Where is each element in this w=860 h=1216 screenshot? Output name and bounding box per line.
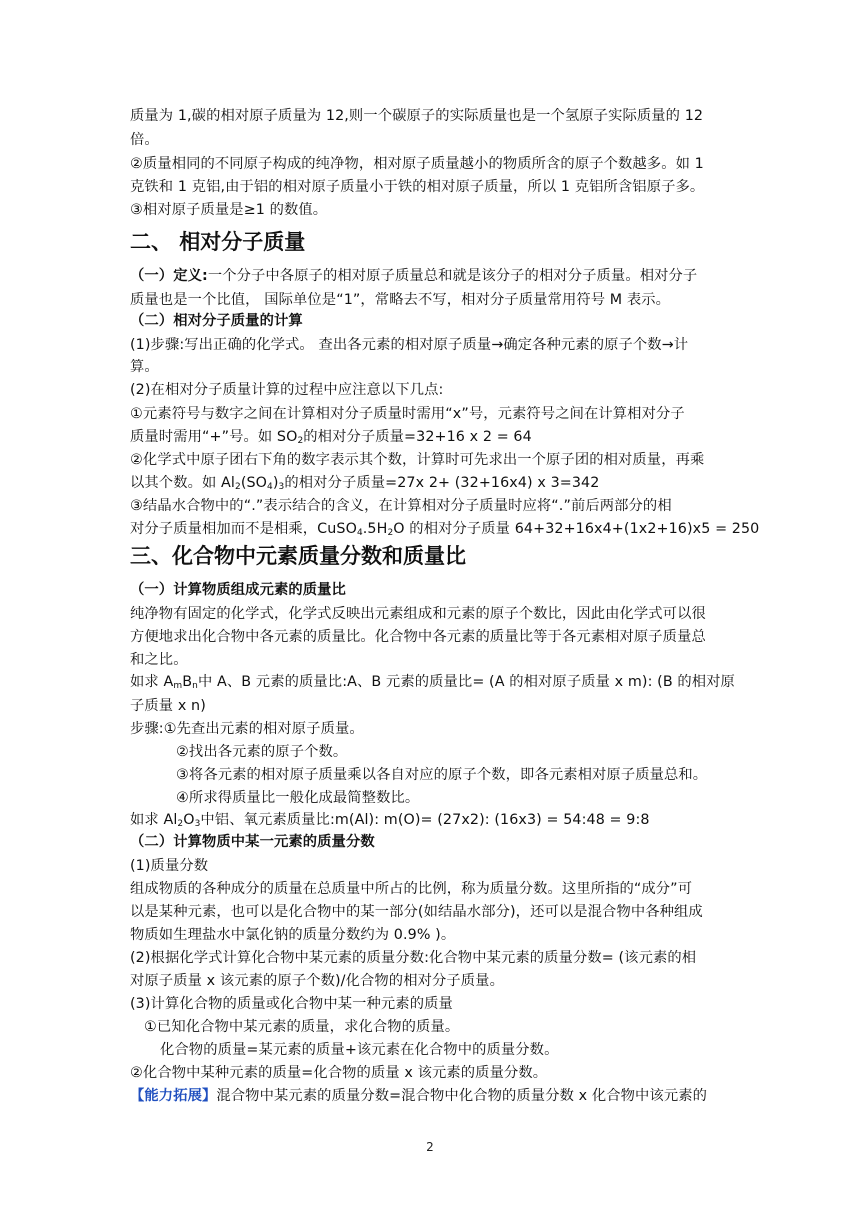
text-line: 纯净物有固定的化学式，化学式反映出元素组成和元素的原子个数比，因此由化学式可以很 xyxy=(130,606,706,622)
text-line: ②质量相同的不同原子构成的纯净物，相对原子质量越小的物质所含的原子个数越多。如 1 xyxy=(130,156,704,172)
text-line: ③结晶水合物中的“.”表示结合的含义，在计算相对分子质量时应将“.”前后两部分的相 xyxy=(130,498,672,514)
formula-line: 质量时需用“+”号。如 $SO_2$的相对分子质量=32+16 x 2 = 64 xyxy=(130,429,532,446)
section-heading-2: 二、 相对分子质量 xyxy=(130,230,306,254)
step-line: ②找出各元素的原子个数。 xyxy=(176,744,348,760)
section-heading-3: 三、化合物中元素质量分数和质量比 xyxy=(130,544,466,568)
ability-extension-label: 【能力拓展】 xyxy=(130,1088,217,1104)
text-line: ③相对原子质量是≥1 的数值。 xyxy=(130,202,328,218)
subsection-title: （一）计算物质组成元素的质量比 xyxy=(130,582,346,598)
subsection-title: （二）计算物质中某一元素的质量分数 xyxy=(130,834,375,850)
formula-line: 对分子质量相加而不是相乘，$CuSO_4.5H_2O$ 的相对分子质量 64+32+16x4+(1x2+16)x5 = 250 xyxy=(130,521,760,538)
text-line: ①已知化合物中某元素的质量，求化合物的质量。 xyxy=(144,1019,460,1035)
subsection-title: （二）相对分子质量的计算 xyxy=(130,313,303,329)
text-line: 质量为 1,碳的相对原子质量为 12,则一个碳原子的实际质量也是一个氢原子实际质量的 12 xyxy=(130,108,704,124)
page-number: 2 xyxy=(426,1140,434,1154)
text-line: 对原子质量 x 该元素的原子个数)/化合物的相对分子质量。 xyxy=(130,973,504,989)
text-line: 克铁和 1 克铝,由于铝的相对原子质量小于铁的相对原子质量，所以 1 克铝所含铝原子多。 xyxy=(130,179,705,195)
text-line: 组成物质的各种成分的质量在总质量中所占的比例，称为质量分数。这里所指的“成分”可 xyxy=(130,881,693,897)
text-line: 算。 xyxy=(130,359,159,375)
formula-line: 如求 $A_mB_n$中 A、B 元素的质量比:A、B 元素的质量比= (A 的相对原子质量 x m): (B 的相对原 xyxy=(130,674,735,691)
text-line: (2)根据化学式计算化合物中某元素的质量分数:化合物中某元素的质量分数= (该元素的相 xyxy=(130,950,697,966)
text-line: ②化合物中某种元素的质量=化合物的质量 x 该元素的质量分数。 xyxy=(130,1065,548,1081)
text-line: 和之比。 xyxy=(130,652,188,668)
text-line: ①元素符号与数字之间在计算相对分子质量时需用“x”号，元素符号之间在计算相对分子 xyxy=(130,406,685,422)
step-line: ④所求得质量比一般化成最简整数比。 xyxy=(176,790,420,806)
text-line xyxy=(130,1086,730,1106)
ability-extension-text: 混合物中某元素的质量分数=混合物中化合物的质量分数 x 化合物中该元素的 xyxy=(216,1088,708,1104)
formula-line: 以其个数。如 $Al_2(SO_4)_3$的相对分子质量=27x 2+ (32+16x4) x 3=342 xyxy=(130,475,600,492)
text-line: 倍。 xyxy=(130,132,159,148)
step-line: ③将各元素的相对原子质量乘以各自对应的原子个数，即各元素相对原子质量总和。 xyxy=(176,767,708,783)
text-line: (1)质量分数 xyxy=(130,858,209,874)
text-line: (3)计算化合物的质量或化合物中某一种元素的质量 xyxy=(130,996,453,1012)
text-line: 化合物的质量=某元素的质量+该元素在化合物中的质量分数。 xyxy=(160,1042,559,1058)
step-line: 步骤:①先查出元素的相对原子质量。 xyxy=(130,721,364,737)
text-line: (2)在相对分子质量计算的过程中应注意以下几点: xyxy=(130,382,444,398)
text-line: ②化学式中原子团右下角的数字表示其个数，计算时可先求出一个原子团的相对质量，再乘 xyxy=(130,452,705,468)
text-line: 方便地求出化合物中各元素的质量比。化合物中各元素的质量比等于各元素相对原子质量总 xyxy=(130,629,706,645)
text-line: 以是某种元素，也可以是化合物中的某一部分(如结晶水部分)，还可以是混合物中各种组成 xyxy=(130,904,703,920)
text-line: 质量也是一个比值， 国际单位是“1”，常略去不写，相对分子质量常用符号 M 表示。 xyxy=(130,292,671,308)
text-line: 物质如生理盐水中氯化钠的质量分数约为 0.9% )。 xyxy=(130,927,456,943)
definition-label: （一）定义: xyxy=(130,268,208,284)
formula-line: 如求 $Al_2O_3$中铝、氧元素质量比:m(Al): m(O)= (27x2): (16x3) = 54:48 = 9:8 xyxy=(130,812,650,829)
text-line: 子质量 x n) xyxy=(130,698,206,714)
definition-text: 一个分子中各原子的相对原子质量总和就是该分子的相对分子质量。相对分子 xyxy=(207,268,698,284)
text-line: (1)步骤:写出正确的化学式。 查出各元素的相对原子质量→确定各种元素的原子个数→计 xyxy=(130,337,689,353)
definition-line xyxy=(130,266,730,286)
